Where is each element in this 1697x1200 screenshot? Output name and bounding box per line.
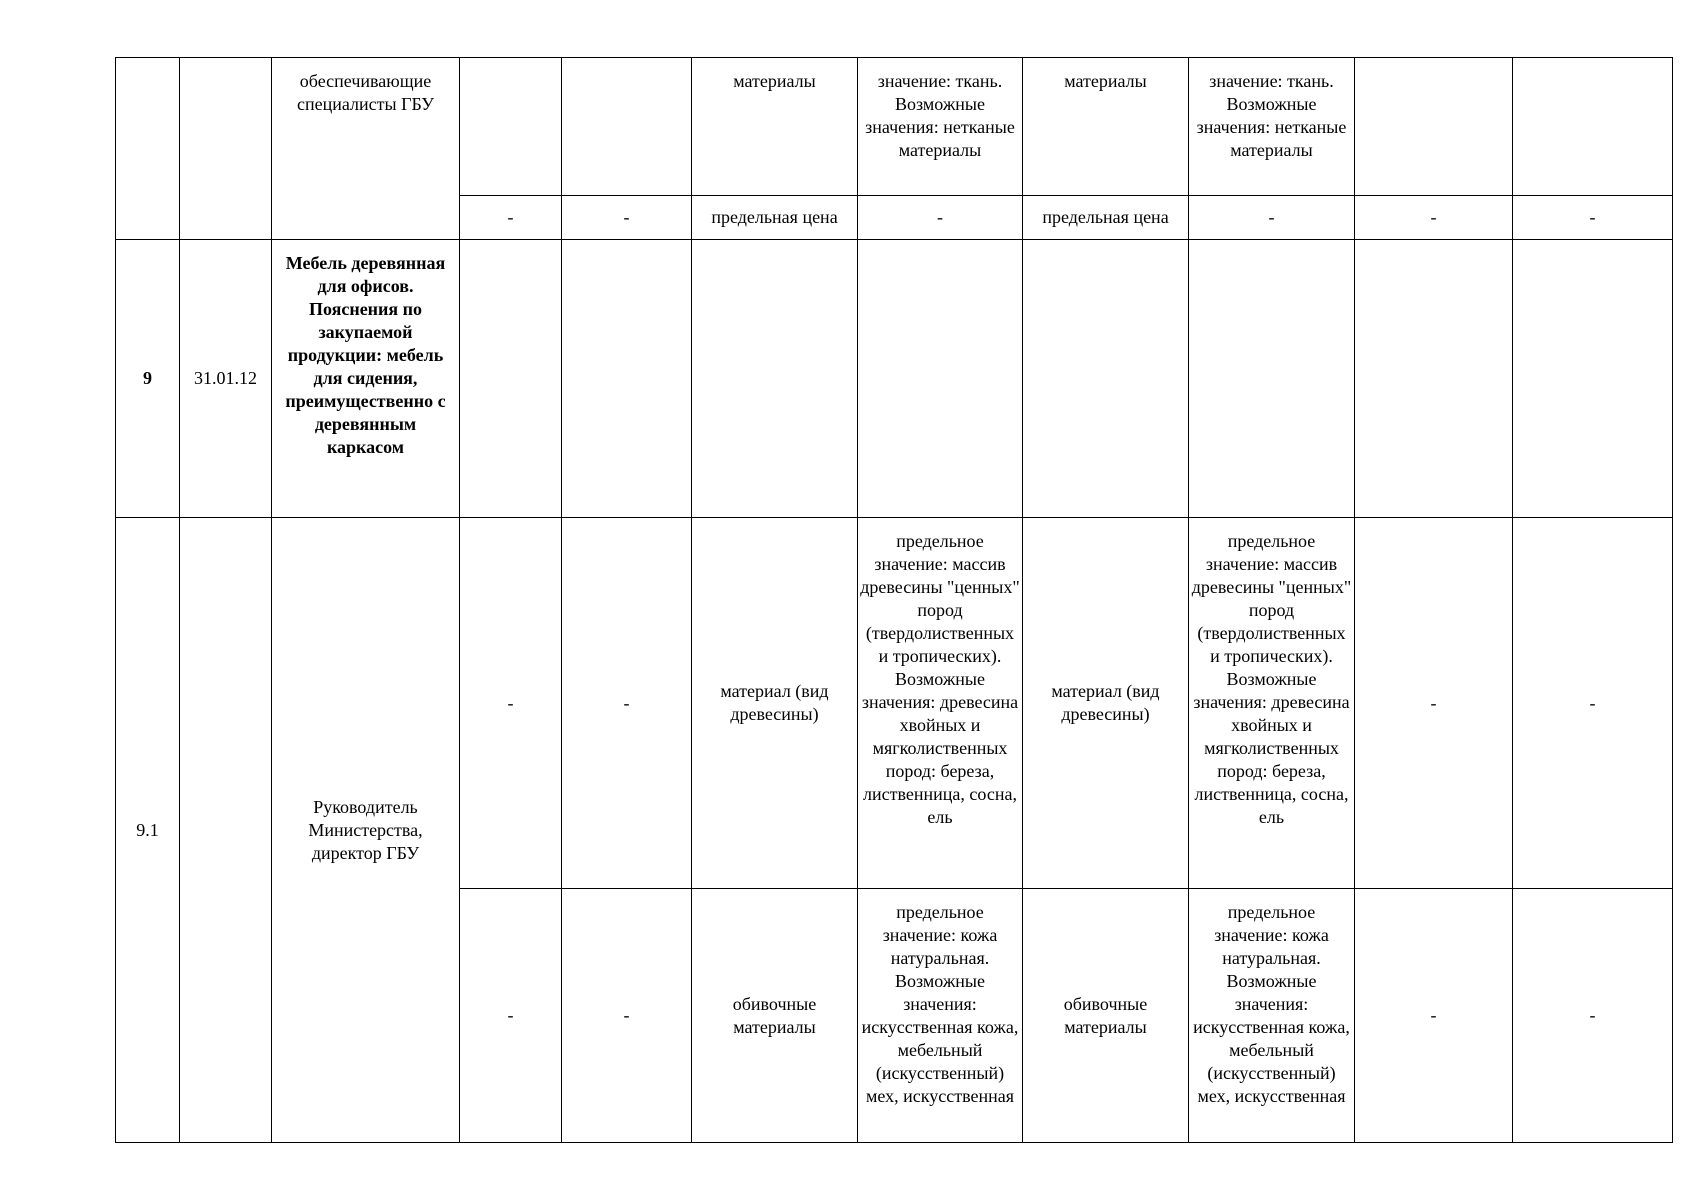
characteristic-cell: предельная цена [692,196,858,240]
characteristic-cell: обивочные материалы [692,889,858,1143]
dash-cell: - [1513,889,1673,1143]
table-row [116,58,1673,196]
okpd-code-cell [180,58,272,240]
dash-cell: - [1355,889,1513,1143]
cell [858,240,1023,518]
characteristic-cell: предельная цена [1023,196,1189,240]
value-cell: предельное значение: кожа натуральная. Возможные значения: искусственная кожа, мебельный (искусственный) мех, искусственная [1189,889,1355,1143]
cell [460,240,562,518]
row-number-cell: 9.1 [116,518,180,1143]
table-row [116,518,1673,889]
value-cell: предельное значение: массив древесины "ценных" пород (твердолиственных и тропических). Возможные значения: древесина хвойных и мягколиственных пород: береза, лиственница, сосна, ель [1189,518,1355,889]
dash-cell: - [460,518,562,889]
characteristic-cell: материалы [1023,58,1189,196]
dash-cell: - [858,196,1023,240]
row-number-cell: 9 [116,240,180,518]
value-cell: значение: ткань. Возможные значения: нетканые материалы [858,58,1023,196]
dash-cell: - [1355,196,1513,240]
cell [692,240,858,518]
value-cell: значение: ткань. Возможные значения: нетканые материалы [1189,58,1355,196]
dash-cell: - [460,196,562,240]
characteristic-cell: материал (вид древесины) [692,518,858,889]
requirements-table [115,57,1673,1143]
okpd-code-cell [180,518,272,1143]
dash-cell: - [562,518,692,889]
cell [562,58,692,196]
cell [1189,240,1355,518]
row-number-cell [116,58,180,240]
dash-cell: - [562,889,692,1143]
characteristic-cell: материал (вид древесины) [1023,518,1189,889]
cell [562,240,692,518]
okpd-code-cell: 31.01.12 [180,240,272,518]
position-cell: обеспечивающие специалисты ГБУ [272,58,460,240]
table-row [116,240,1673,518]
cell [1513,58,1673,196]
cell [1355,58,1513,196]
value-cell: предельное значение: массив древесины "ценных" пород (твердолиственных и тропических). Возможные значения: древесина хвойных и мягколиственных пород: береза, лиственница, сосна, ель [858,518,1023,889]
dash-cell: - [460,889,562,1143]
dash-cell: - [562,196,692,240]
characteristic-cell: материалы [692,58,858,196]
position-cell: Руководитель Министерства, директор ГБУ [272,518,460,1143]
dash-cell: - [1513,196,1673,240]
dash-cell: - [1355,518,1513,889]
product-name-cell: Мебель деревянная для офисов. Пояснения по закупаемой продукции: мебель для сидения, преимущественно с деревянным каркасом [272,240,460,518]
value-cell: предельное значение: кожа натуральная. Возможные значения: искусственная кожа, мебельный (искусственный) мех, искусственная [858,889,1023,1143]
cell [1513,240,1673,518]
cell [1355,240,1513,518]
dash-cell: - [1189,196,1355,240]
dash-cell: - [1513,518,1673,889]
characteristic-cell: обивочные материалы [1023,889,1189,1143]
cell [1023,240,1189,518]
cell [460,58,562,196]
